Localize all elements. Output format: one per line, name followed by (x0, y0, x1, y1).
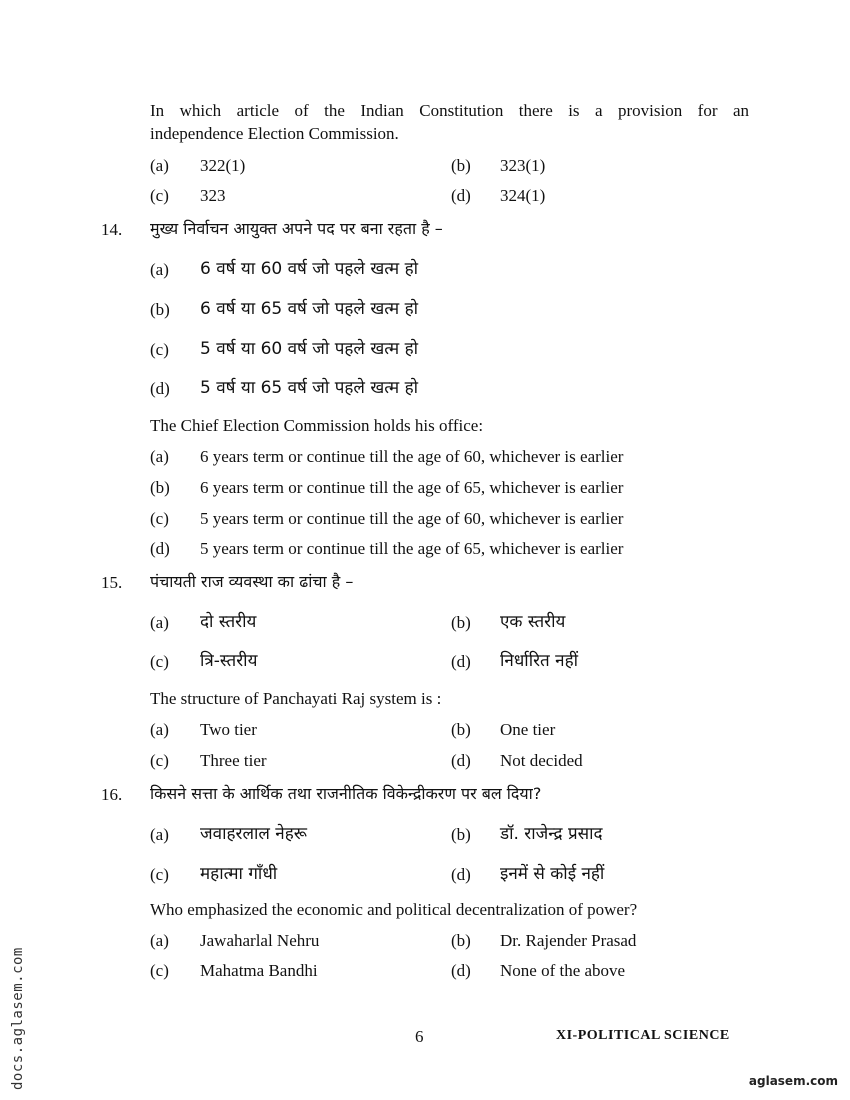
q15-english-option-c-label: (c) (150, 751, 169, 770)
q16-hindi-option-c-label: (c) (150, 865, 169, 884)
q13-option-b-text: 323(1) (500, 156, 546, 175)
q16-english-option-a-text: Jawaharlal Nehru (200, 931, 320, 950)
q15-english-option-b-text: One tier (500, 720, 556, 739)
q15-hindi-option-b-label: (b) (451, 613, 471, 632)
q14-hindi-option-d-label: (d) (150, 379, 170, 398)
q16-hindi-option-d-text: इनमें से कोई नहीं (500, 864, 605, 884)
page-number: 6 (415, 1027, 424, 1046)
q15-hindi-option-c-label: (c) (150, 652, 169, 671)
q16-english-option-b-label: (b) (451, 931, 471, 950)
q14-english-option-c-label: (c) (150, 509, 169, 528)
q16-english-option-c-text: Mahatma Bandhi (200, 961, 318, 980)
q14-english-option-b-label: (b) (150, 478, 170, 497)
corner-watermark: aglasem.com (748, 1074, 838, 1088)
q15-hindi-option-b-text: एक स्तरीय (500, 612, 566, 632)
q15-english-option-c-text: Three tier (200, 751, 267, 770)
q15-hindi-option-d-text: निर्धारित नहीं (500, 651, 579, 671)
q16-english-option-a-label: (a) (150, 931, 169, 950)
q15-hindi-option-a-label: (a) (150, 613, 169, 632)
q14-hindi-option-c-label: (c) (150, 340, 169, 359)
q16-english-option-c-label: (c) (150, 961, 169, 980)
q16-english-option-d-text: None of the above (500, 961, 626, 980)
q16-hindi-option-b-text: डॉ. राजेन्द्र प्रसाद (500, 824, 603, 844)
q15-english-option-d-text: Not decided (500, 751, 583, 770)
q15-hindi-option-c-text: त्रि-स्तरीय (200, 651, 258, 671)
q16-hindi-option-d-label: (d) (451, 865, 471, 884)
q15-english-option-a-text: Two tier (200, 720, 257, 739)
q15-english-option-a-label: (a) (150, 720, 169, 739)
q13-english-text-line1: In which article of the Indian Constitution there is a provision for an (150, 101, 749, 120)
q14-english-option-c-text: 5 years term or continue till the age of 60, whichever is earlier (200, 509, 624, 528)
q16-number: 16. (101, 785, 123, 804)
q14-english-option-a-label: (a) (150, 447, 169, 466)
q15-english-question: The structure of Panchayati Raj system is : (150, 689, 442, 708)
q13-option-b-label: (b) (451, 156, 471, 175)
q16-english-option-d-label: (d) (451, 961, 471, 980)
q14-hindi-option-b-text: 6 वर्ष या 65 वर्ष जो पहले खत्म हो (200, 299, 419, 319)
q14-hindi-option-d-text: 5 वर्ष या 65 वर्ष जो पहले खत्म हो (200, 378, 419, 398)
q15-hindi-option-a-text: दो स्तरीय (200, 612, 257, 632)
q13-option-a-label: (a) (150, 156, 169, 175)
q15-hindi-question: पंचायती राज व्यवस्था का ढांचा है – (150, 572, 354, 591)
q14-english-option-d-label: (d) (150, 539, 170, 558)
q14-hindi-option-a-text: 6 वर्ष या 60 वर्ष जो पहले खत्म हो (200, 259, 419, 279)
q15-english-option-b-label: (b) (451, 720, 471, 739)
q16-hindi-option-c-text: महात्मा गाँधी (200, 864, 278, 884)
q14-hindi-option-c-text: 5 वर्ष या 60 वर्ष जो पहले खत्म हो (200, 339, 419, 359)
q14-english-option-d-text: 5 years term or continue till the age of 65, whichever is earlier (200, 539, 624, 558)
q16-hindi-option-b-label: (b) (451, 825, 471, 844)
q13-option-d-label: (d) (451, 186, 471, 205)
q16-english-option-b-text: Dr. Rajender Prasad (500, 931, 637, 950)
q16-hindi-option-a-label: (a) (150, 825, 169, 844)
q14-hindi-question: मुख्य निर्वाचन आयुक्त अपने पद पर बना रहता है – (150, 219, 443, 238)
q13-option-d-text: 324(1) (500, 186, 546, 205)
q14-hindi-option-a-label: (a) (150, 260, 169, 279)
q13-option-c-label: (c) (150, 186, 169, 205)
q13-option-a-text: 322(1) (200, 156, 246, 175)
q14-number: 14. (101, 220, 123, 239)
q14-english-option-a-text: 6 years term or continue till the age of 60, whichever is earlier (200, 447, 624, 466)
q15-hindi-option-d-label: (d) (451, 652, 471, 671)
q14-english-option-b-text: 6 years term or continue till the age of 65, whichever is earlier (200, 478, 624, 497)
q16-hindi-option-a-text: जवाहरलाल नेहरू (200, 824, 307, 844)
q14-english-question: The Chief Election Commission holds his office: (150, 416, 484, 435)
q15-number: 15. (101, 573, 123, 592)
q13-english-text-line2: independence Election Commission. (150, 124, 399, 143)
q15-english-option-d-label: (d) (451, 751, 471, 770)
side-watermark: docs.aglasem.com (10, 947, 26, 1090)
q13-option-c-text: 323 (200, 186, 226, 205)
subject-footer: XI-POLITICAL SCIENCE (556, 1028, 730, 1043)
q16-english-question: Who emphasized the economic and political decentralization of power? (150, 900, 638, 919)
q16-hindi-question: किसने सत्ता के आर्थिक तथा राजनीतिक विकेन्द्रीकरण पर बल दिया? (150, 784, 542, 803)
q14-hindi-option-b-label: (b) (150, 300, 170, 319)
